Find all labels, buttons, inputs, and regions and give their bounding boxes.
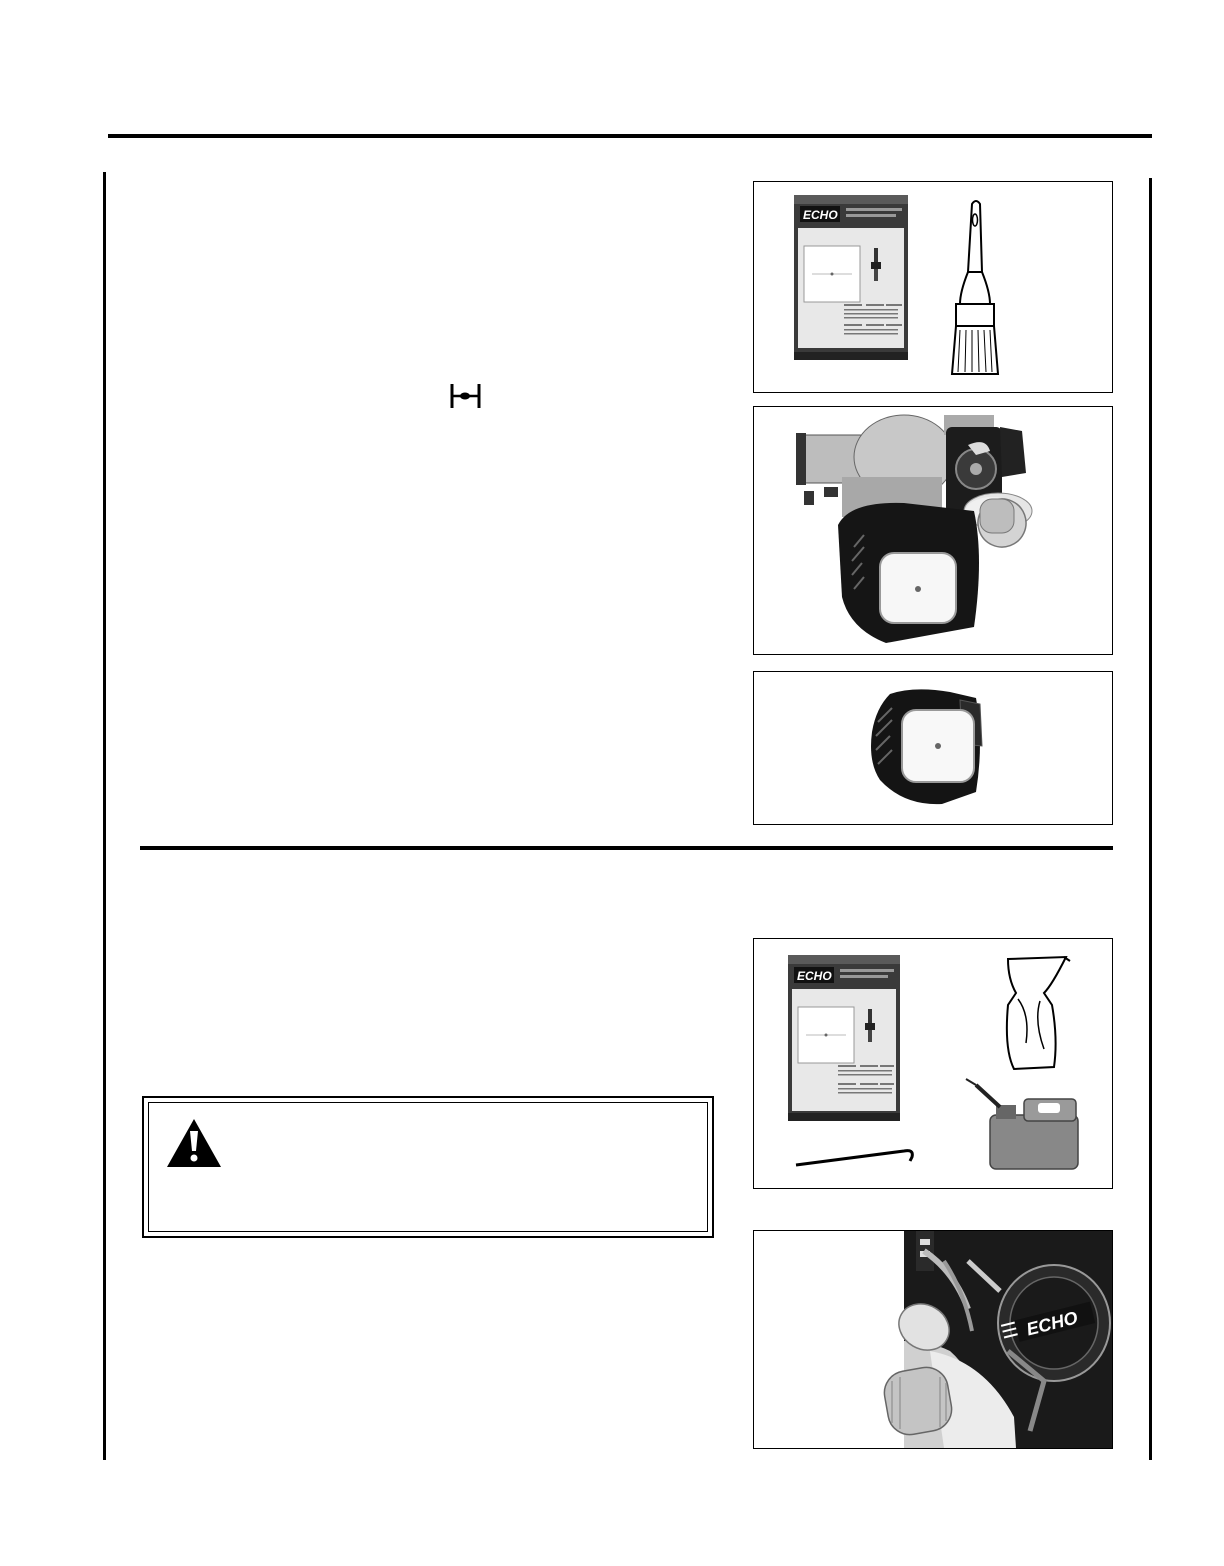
engine-brand-logo: ECHO [1024, 1307, 1080, 1340]
warning-triangle-icon [165, 1117, 223, 1169]
package-brand-logo: ECHO [803, 208, 838, 222]
choke-run-position-icon [448, 381, 484, 411]
figure-engine-fuel-tank [753, 1230, 1113, 1449]
warning-box-inner [148, 1102, 708, 1232]
figure-filter-kit-and-brush [753, 181, 1113, 393]
right-border [1149, 178, 1152, 1460]
package-brand-logo-2: ECHO [797, 969, 832, 983]
header-rule [108, 134, 1152, 138]
section-divider [140, 846, 1113, 850]
figure-engine-air-filter-cover [753, 406, 1113, 655]
figure-air-filter-cover [753, 671, 1113, 825]
figure-fuel-filter-tools [753, 938, 1113, 1189]
left-border [103, 172, 106, 1460]
warning-box [142, 1096, 714, 1238]
